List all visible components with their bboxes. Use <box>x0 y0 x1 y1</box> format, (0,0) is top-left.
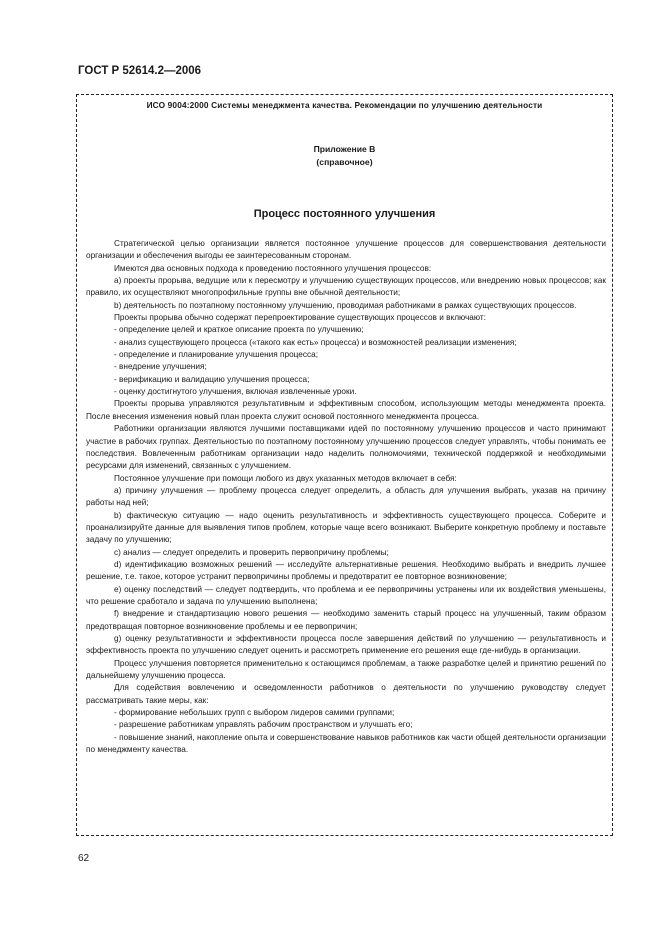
paragraph: Проекты прорыва управляются результативным и эффективным способом, использующим методы менеджмента проекта. После внесения изменения новый план проекта служит основой постоянного менеджмента процесса. <box>86 399 606 421</box>
paragraph: Процесс улучшения повторяется применительно к остающимся проблемам, а также разработке целей и принятию решений по дальнейшему улучшению процесса. <box>86 658 606 681</box>
list-item: - внедрение улучшения; <box>114 362 207 372</box>
list-item: d) идентификацию возможных решений — исследуйте альтернативные решения. Необходимо выбрать и внедрить лучшее решение, т.е. такое, которое устранит первопричины проблемы и предотвратит ее повторное возникновение; <box>86 559 606 582</box>
section-title: Процесс постоянного улучшения <box>253 208 436 220</box>
annex-heading <box>77 143 612 169</box>
paragraph: Проекты прорыва обычно содержат перепроектирование существующих процессов и включают: <box>114 313 486 323</box>
list-item: f) внедрение и стандартизацию нового решения — необходимо заменить старый процесс на улучшенный, таким образом предотвращая повторное возникновение проблемы и ее первопричин; <box>86 609 606 631</box>
paragraph: Стратегической целью организации является постоянное улучшение процессов для совершенствования деятельности организации и обеспечения выгоды ее заинтересованным сторонам. <box>86 239 606 261</box>
paragraph: Работники организации являются лучшими поставщиками идей по постоянному улучшению процессов и часто принимают участие в рабочих группах. Деятельностью по поэтапному постоянному улучшению процессов следует управлять, чтобы понимать ее последствия. Вовлеченным работникам организации надо наделить полномочиями, технической поддержкой и необходимыми ресурсами для изменений, связанных с улучшением. <box>86 424 606 471</box>
list-item: - оценку достигнутого улучшения, включая извлеченные уроки. <box>114 387 357 397</box>
list-item: g) оценку результативности и эффективности процесса после завершения действий по улучшению — результативность и эффективность проекта по улучшению следует оценить и рассмотреть применение его решения еще где-нибудь в организации. <box>86 634 606 656</box>
page-number: 62 <box>78 853 90 864</box>
list-item: b) фактическую ситуацию — надо оценить результативность и эффективность существующего процесса. Соберите и проанализируйте данные для выявления типов проблем, которые чаще всего возникают. Выберите конкретную проблему и поставьте задачу по улучшению; <box>86 510 606 545</box>
list-item: а) причину улучшения — проблему процесса следует определить, а область для улучшения выбрать, указав на причину работы над ней; <box>86 485 606 508</box>
list-item: - определение и планирование улучшения процесса; <box>114 350 319 360</box>
list-item: - повышение знаний, накопление опыта и совершенствование навыков работников как части общей деятельности организации по менеджменту качества. <box>86 732 606 755</box>
paragraph: Для содействия вовлечению и осведомленности работников о деятельности по улучшению руководству следует рассматривать такие меры, как: <box>86 683 606 705</box>
list-item: c) анализ — следует определить и проверить первопричину проблемы; <box>114 547 389 557</box>
paragraph: b) деятельность по поэтапному постоянному улучшению, проводимая работниками в рамках существующих процессов. <box>114 300 577 310</box>
list-item: - разрешение работникам управлять рабочим пространством и улучшать его; <box>114 720 413 730</box>
list-item: - анализ существующего процесса («такого как есть» процесса) и возможностей реализации изменения; <box>114 337 517 347</box>
annex-label: Приложение В <box>313 144 376 154</box>
body-text <box>86 238 606 756</box>
page-header: ГОСТ Р 52614.2—2006 <box>78 65 202 77</box>
annex-type: (справочное) <box>316 157 373 167</box>
paragraph: Постоянное улучшение при помощи любого из двух указанных методов включает в себя: <box>114 473 457 483</box>
paragraph: Имеются два основных подхода к проведению постоянного улучшения процессов: <box>114 263 432 273</box>
list-item: - определение целей и краткое описание проекта по улучшению; <box>114 325 364 335</box>
list-item: - верификацию и валидацию улучшения процесса; <box>114 374 310 384</box>
list-item: - формирование небольших групп с выбором лидеров самими группами; <box>114 708 395 718</box>
annex-frame <box>76 94 613 836</box>
frame-title: ИСО 9004:2000 Системы менеджмента качества. Рекомендации по улучшению деятельности <box>146 100 543 110</box>
paragraph: а) проекты прорыва, ведущие или к пересмотру и улучшению существующих процессов, или внедрению новых процессов; как правило, их осуществляют многопрофильные группы вне обычной деятельности; <box>86 276 606 298</box>
list-item: e) оценку последствий — следует подтвердить, что проблема и ее первопричины устранены или их воздействия уменьшены, что решение сработало и задача по улучшению выполнена; <box>86 584 606 606</box>
